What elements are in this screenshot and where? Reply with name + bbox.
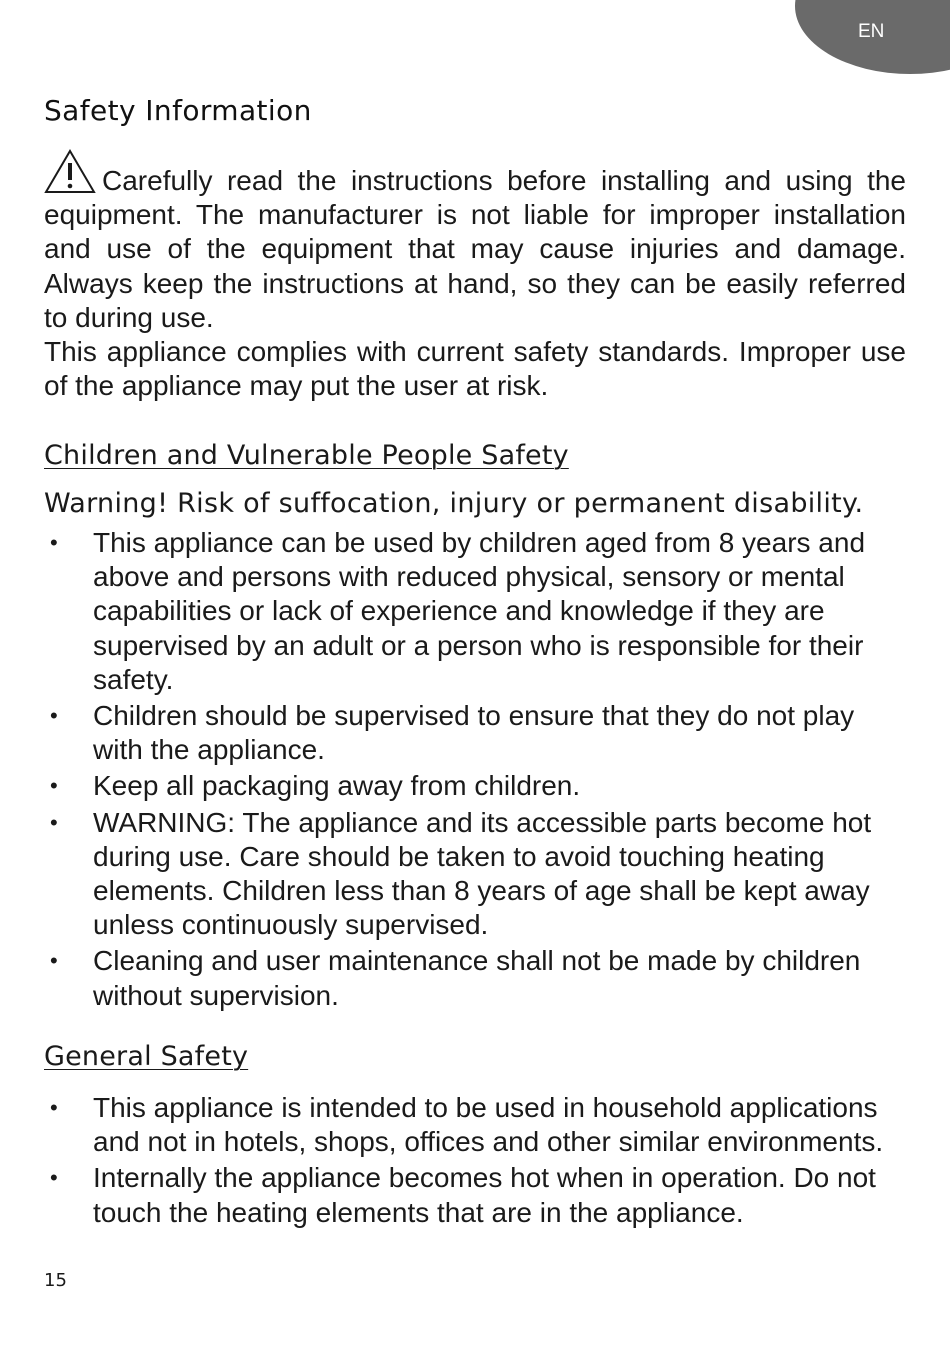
- intro-paragraph-2: This appliance complies with current safety standards. Improper use of the appliance may put the user at risk.: [44, 336, 906, 402]
- intro-paragraph-1: [44, 148, 906, 335]
- list-item: • This appliance is intended to be used in household applications and not in hotels, shops, offices and other similar environments.: [50, 1092, 884, 1158]
- page-number: 15: [44, 1270, 67, 1291]
- bullet-icon: •: [50, 530, 58, 555]
- list-item: • Keep all packaging away from children.: [44, 769, 906, 803]
- suffocation-warning: Warning! Risk of suffocation, injury or permanent disability.: [44, 488, 864, 519]
- list-item: • Cleaning and user maintenance shall not be made by children without supervision.: [50, 945, 861, 1011]
- bullet-icon: •: [50, 703, 58, 729]
- bullet-icon: •: [50, 809, 58, 835]
- children-safety-list: [44, 526, 906, 1015]
- bullet-icon: •: [50, 1165, 58, 1191]
- general-safety-heading: General Safety: [44, 1041, 249, 1072]
- bullet-icon: •: [50, 948, 58, 974]
- children-safety-heading: Children and Vulnerable People Safety: [44, 440, 569, 471]
- intro-text-1: Carefully read the instructions before installing and using the equipment. The manufacturer is not liable for improper installation and use of the equipment that may cause injuries and damage. Always keep the instructions at hand, so they can be easily referred to during use.: [44, 165, 906, 333]
- list-item: • Internally the appliance becomes hot when in operation. Do not touch the heating elements that are in the appliance.: [50, 1162, 876, 1228]
- intro-section: [44, 148, 906, 403]
- page-title: Safety Information: [44, 94, 312, 127]
- list-item: • Children should be supervised to ensure that they do not play with the appliance.: [50, 700, 855, 766]
- bullet-icon: •: [50, 1095, 58, 1120]
- list-item: • This appliance can be used by children aged from 8 years and above and persons with reduced physical, sensory or mental capabilities or lack of experience and knowledge if they are supervised by an adult or a person who is responsible for their safety.: [50, 527, 866, 695]
- general-safety-list: [44, 1091, 906, 1232]
- language-label: EN: [858, 21, 885, 42]
- warning-triangle-icon: [44, 148, 96, 196]
- bullet-icon: •: [50, 773, 58, 799]
- list-item: • WARNING: The appliance and its accessible parts become hot during use. Care should be taken to avoid touching heating elements. Children less than 8 years of age shall be kept away unless continuously supervised.: [50, 806, 872, 941]
